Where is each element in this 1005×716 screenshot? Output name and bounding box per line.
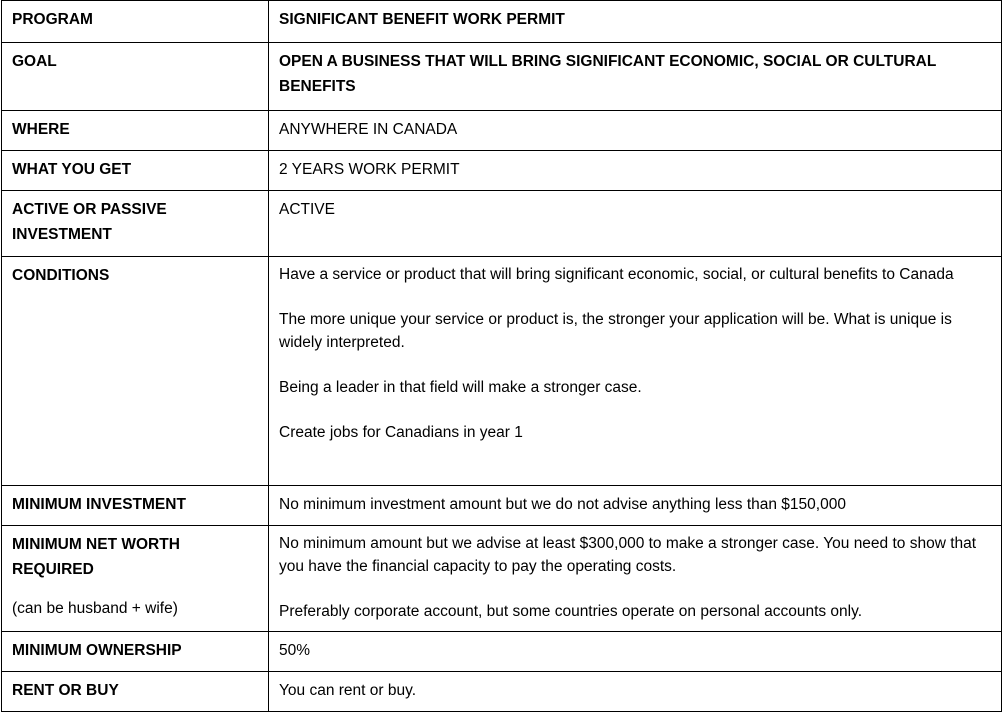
row-value: 50%	[269, 632, 1002, 672]
table-row-investment-type	[2, 191, 1002, 257]
row-label-text: MINIMUM NET WORTH REQUIRED	[12, 536, 180, 578]
row-sublabel: (can be husband + wife)	[12, 600, 178, 617]
row-value	[269, 257, 1002, 486]
table-row-goal	[2, 43, 1002, 111]
row-label: MINIMUM INVESTMENT	[2, 486, 269, 526]
condition-paragraph: The more unique your service or product is, the stronger your application will be. What is unique is widely interpreted.	[279, 311, 952, 351]
row-label: PROGRAM	[2, 1, 269, 43]
row-label: WHAT YOU GET	[2, 151, 269, 191]
row-label: RENT OR BUY	[2, 672, 269, 712]
condition-paragraph: Have a service or product that will bring significant economic, social, or cultural benefits to Canada	[279, 266, 954, 283]
table-row-minimum-ownership	[2, 632, 1002, 672]
row-value: OPEN A BUSINESS THAT WILL BRING SIGNIFICANT ECONOMIC, SOCIAL OR CULTURAL BENEFITS	[269, 43, 1002, 111]
row-label: CONDITIONS	[2, 257, 269, 486]
row-label: WHERE	[2, 111, 269, 151]
condition-paragraph: Being a leader in that field will make a stronger case.	[279, 379, 642, 396]
row-label: ACTIVE OR PASSIVE INVESTMENT	[2, 191, 269, 257]
table-row-program	[2, 1, 1002, 43]
table-row-where	[2, 111, 1002, 151]
table-row-minimum-net-worth	[2, 526, 1002, 632]
condition-paragraph: Create jobs for Canadians in year 1	[279, 424, 523, 441]
row-value: ANYWHERE IN CANADA	[269, 111, 1002, 151]
row-value: SIGNIFICANT BENEFIT WORK PERMIT	[269, 1, 1002, 43]
net-worth-paragraph: No minimum amount but we advise at least $300,000 to make a stronger case. You need to show that you have the financial capacity to pay the operating costs.	[279, 535, 977, 575]
table-row-rent-or-buy	[2, 672, 1002, 712]
table-row-what-you-get	[2, 151, 1002, 191]
row-value: 2 YEARS WORK PERMIT	[269, 151, 1002, 191]
net-worth-paragraph: Preferably corporate account, but some countries operate on personal accounts only.	[279, 603, 863, 620]
row-value	[269, 526, 1002, 632]
row-label: GOAL	[2, 43, 269, 111]
row-value: ACTIVE	[269, 191, 1002, 257]
row-label	[2, 526, 269, 632]
row-value: You can rent or buy.	[269, 672, 1002, 712]
row-label: MINIMUM OWNERSHIP	[2, 632, 269, 672]
program-summary-table	[1, 0, 1002, 712]
row-value: No minimum investment amount but we do not advise anything less than $150,000	[269, 486, 1002, 526]
table-row-conditions	[2, 257, 1002, 486]
table-row-minimum-investment	[2, 486, 1002, 526]
